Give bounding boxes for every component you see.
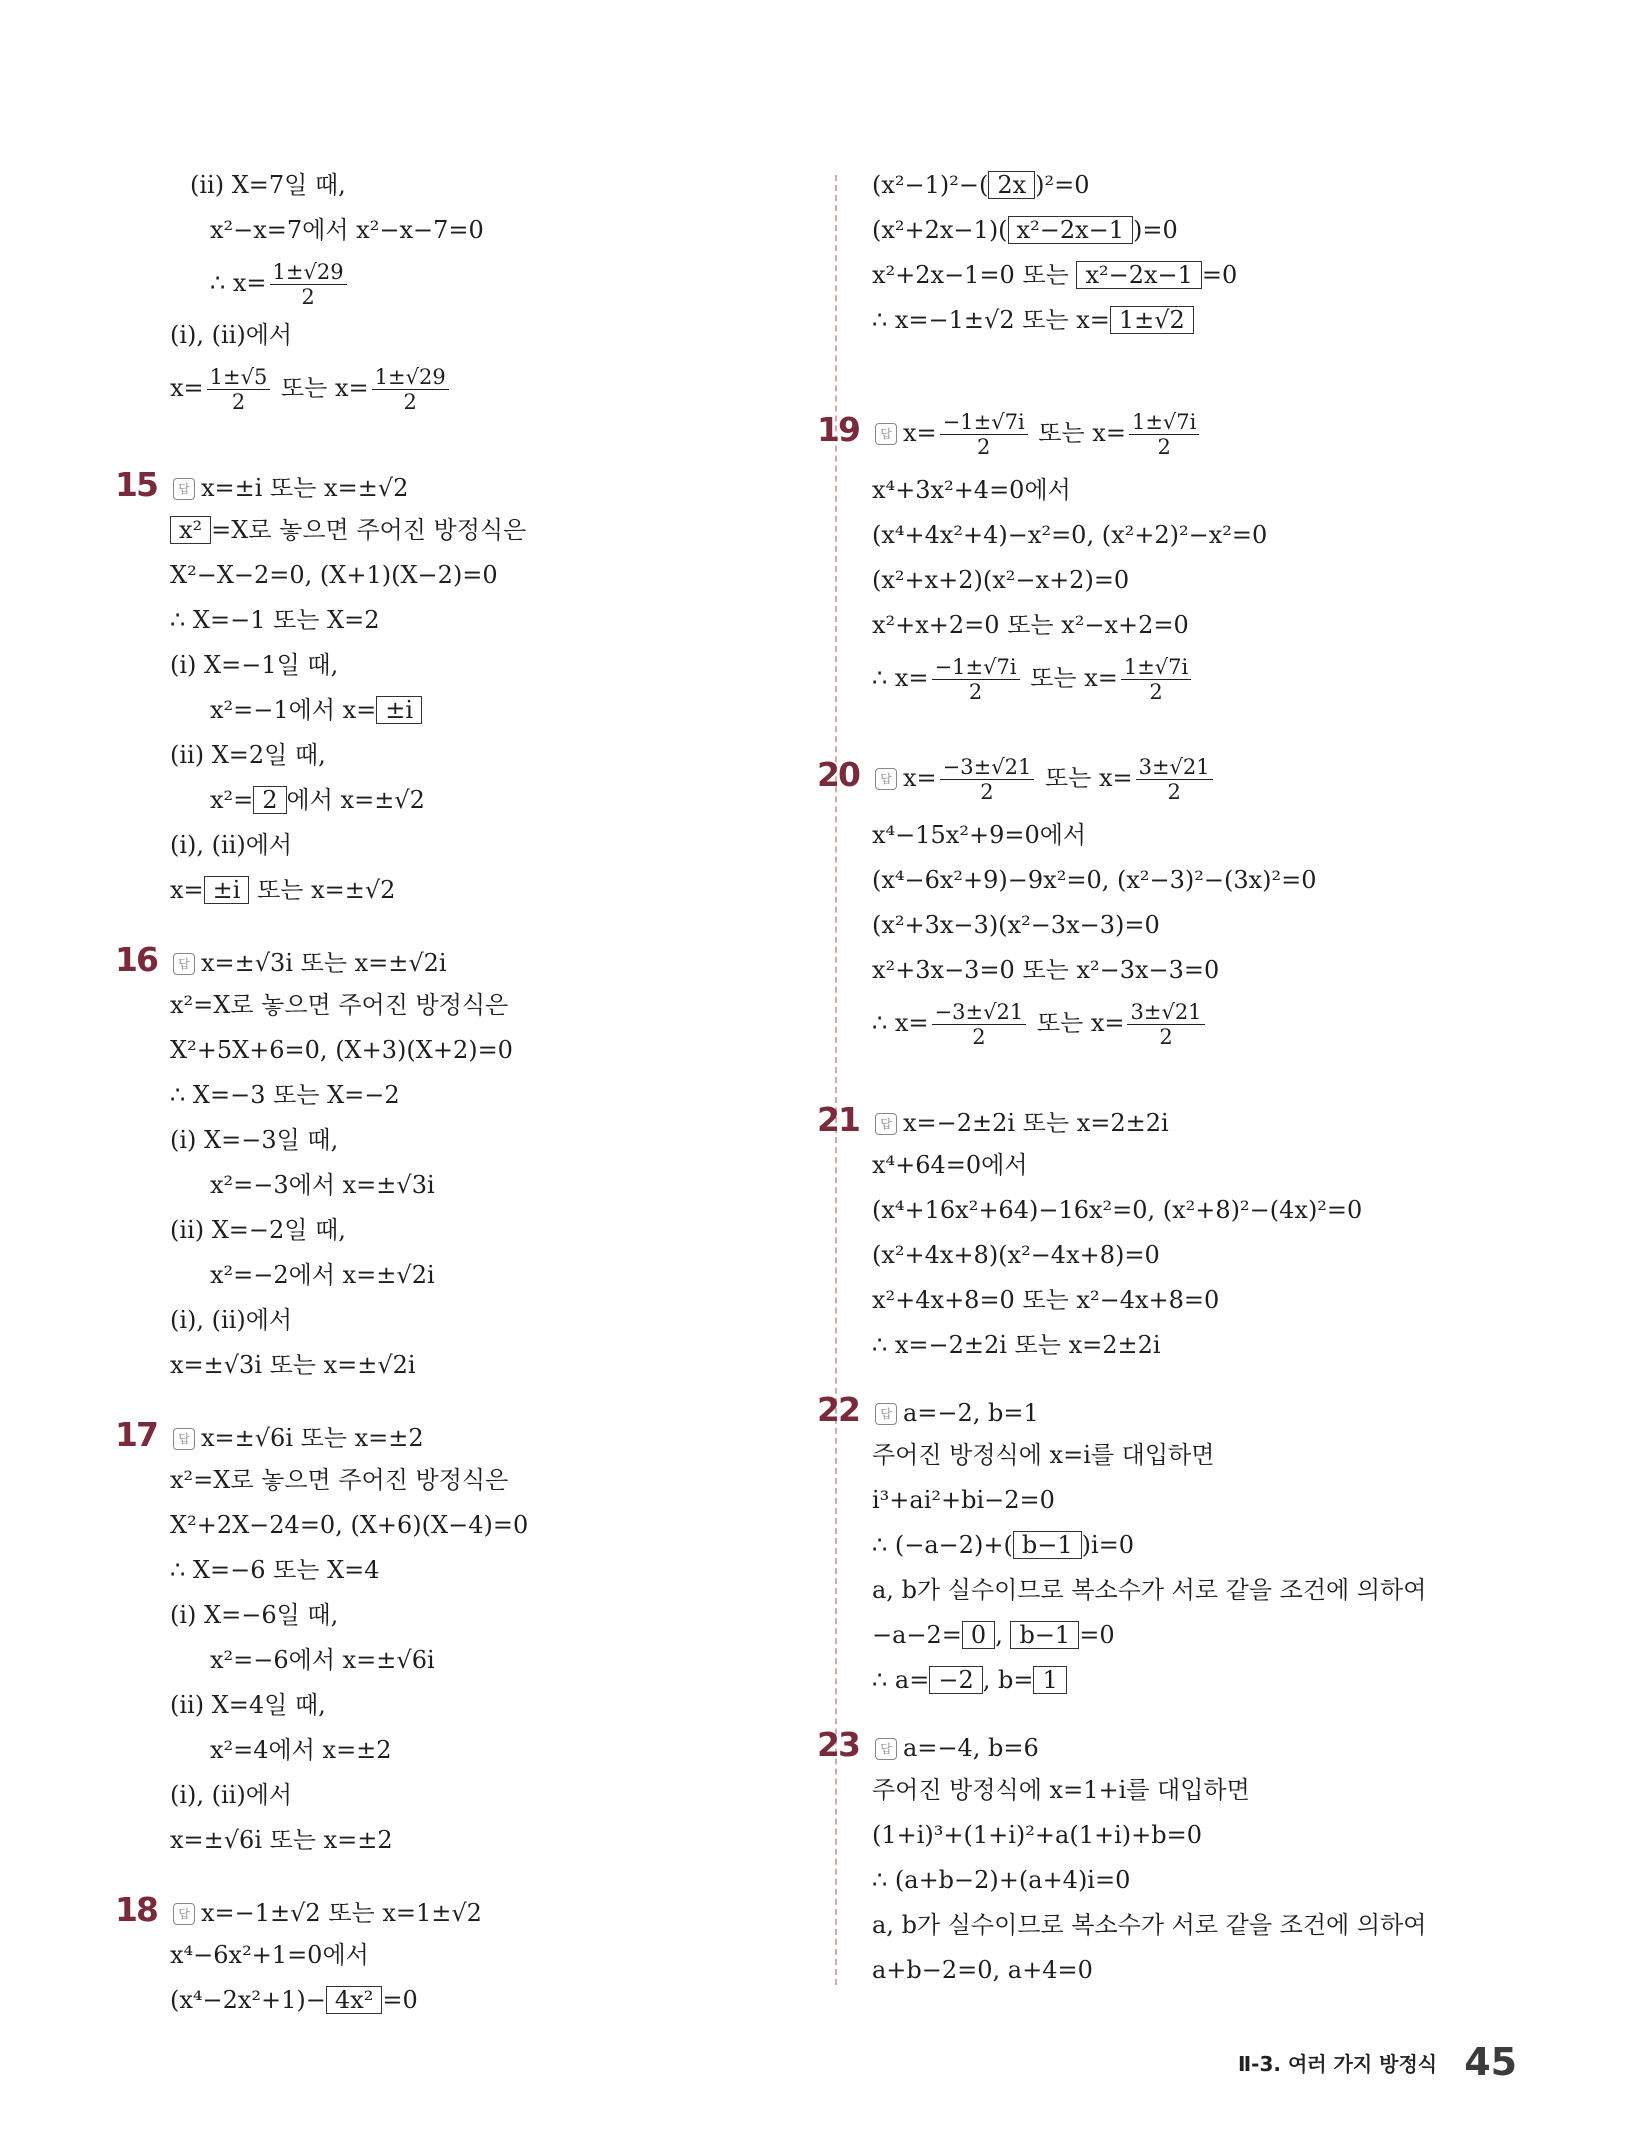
answer-box: 1 (1033, 1666, 1066, 1694)
line-text: 에서 x=±√2 (286, 786, 425, 814)
solution-line (170, 1215, 346, 1245)
solution-line (872, 910, 1160, 940)
line-prefix: x= (170, 876, 204, 904)
denominator: 2 (1157, 435, 1171, 459)
fraction (1136, 755, 1213, 804)
line-text: (x²+3x−3)(x²−3x−3)=0 (872, 911, 1160, 939)
problem-header-15 (115, 465, 409, 504)
answer-box: 2 (253, 786, 286, 814)
line-text: x²+4x+8=0 또는 x²−4x+8=0 (872, 1286, 1220, 1314)
solution-line (210, 215, 484, 245)
line-text: x⁴+3x²+4=0에서 (872, 476, 1071, 504)
solution-line (170, 1940, 369, 1970)
answer-icon: 답 (875, 1738, 897, 1760)
line-text: (ⅱ) X=−2일 때, (170, 1216, 346, 1244)
solution-line (210, 695, 422, 725)
answer-box: ±i (376, 696, 422, 724)
answer-box: 2x (988, 171, 1035, 199)
line-prefix: x²= (210, 786, 254, 814)
solution-line (170, 1510, 528, 1540)
line-text: (1+i)³+(1+i)²+a(1+i)+b=0 (872, 1821, 1202, 1849)
problem-header-21 (817, 1100, 1169, 1139)
line-text: (ⅰ) X=−6일 때, (170, 1601, 339, 1629)
line-text: (x²+x+2)(x²−x+2)=0 (872, 566, 1130, 594)
solution-line (872, 1285, 1219, 1315)
line-text: a, b가 실수이므로 복소수가 서로 같을 조건에 의하여 (872, 1911, 1427, 1939)
solution-line (170, 1080, 400, 1110)
line-prefix: ∴ x= (872, 664, 929, 692)
solution-line (170, 1985, 418, 2015)
solution-line (170, 740, 326, 770)
denominator: 2 (1159, 1025, 1173, 1049)
line-text: (ⅰ), (ⅱ)에서 (170, 1306, 293, 1334)
solution-line (210, 1170, 435, 1200)
line-text: 주어진 방정식에 x=1+i를 대입하면 (872, 1776, 1250, 1804)
problem-header-20 (817, 755, 1216, 804)
solution-line (872, 865, 1317, 895)
line-prefix: x²+2x−1=0 또는 (872, 261, 1077, 289)
line-text: (x²+4x+8)(x²−4x+8)=0 (872, 1241, 1160, 1269)
problem-number: 23 (817, 1725, 859, 1764)
line-text: (ⅰ), (ⅱ)에서 (170, 1781, 293, 1809)
solution-line (872, 1865, 1130, 1895)
solution-line (872, 1195, 1362, 1225)
solution-line (872, 305, 1194, 335)
line-text: (x⁴+16x²+64)−16x²=0, (x²+8)²−(4x)²=0 (872, 1196, 1363, 1224)
denominator: 2 (403, 390, 417, 414)
answer-box: 4x² (326, 1986, 382, 2014)
solution-line (872, 170, 1090, 200)
numerator: 3±√21 (1136, 755, 1213, 780)
problem-number: 17 (115, 1415, 157, 1454)
line-text: x=±√3i 또는 x=±√2i (170, 1351, 416, 1379)
fraction (207, 365, 271, 414)
solution-line (170, 990, 508, 1020)
answer-text: x=−1±√2 또는 x=1±√2 (201, 1899, 482, 1927)
solution-line (170, 1125, 338, 1155)
answer-prefix: x= (903, 764, 937, 792)
line-prefix: x²=−1에서 x= (210, 696, 377, 724)
solution-line (170, 1305, 292, 1335)
line-prefix: (x⁴−2x²+1)− (170, 1986, 326, 2014)
denominator: 2 (976, 435, 991, 459)
line-text: 또는 x=±√2 (249, 876, 396, 904)
line-middle: , b= (982, 1666, 1034, 1694)
solution-line (872, 1620, 1115, 1650)
solution-line (872, 260, 1237, 290)
problem-header-22 (817, 1390, 1039, 1429)
line-prefix: (x²+2x−1)( (872, 216, 1008, 244)
answer-prefix: x= (903, 419, 937, 447)
line-text: (ⅰ) X=−3일 때, (170, 1126, 339, 1154)
line-middle: 또는 x= (1022, 664, 1118, 692)
denominator: 2 (231, 390, 246, 414)
footer-section-title: Ⅱ-3. 여러 가지 방정식 (1238, 2052, 1438, 2076)
answer-icon: 답 (875, 423, 897, 445)
line-text: x²=X로 놓으면 주어진 방정식은 (170, 991, 509, 1019)
fraction (932, 1000, 1027, 1049)
line-text: =0 (1201, 261, 1238, 289)
denominator: 2 (968, 680, 983, 704)
numerator: 3±√21 (1127, 1000, 1204, 1025)
answer-text: a=−4, b=6 (903, 1734, 1039, 1762)
fraction (1121, 655, 1191, 704)
line-text: ∴ x=−2±2i 또는 x=2±2i (872, 1331, 1161, 1359)
solution-line (872, 1240, 1160, 1270)
line-middle: 또는 x= (1030, 419, 1126, 447)
solution-line (210, 1645, 435, 1675)
line-text: a+b−2=0, a+4=0 (872, 1956, 1093, 1984)
solution-line (872, 1910, 1426, 1940)
line-text: (ⅱ) X=2일 때, (170, 741, 326, 769)
answer-icon: 답 (173, 953, 195, 975)
line-text: x=±√6i 또는 x=±2 (170, 1826, 393, 1854)
fraction (940, 410, 1028, 459)
line-text: (ⅱ) X=7일 때, (190, 171, 346, 199)
solution-line (170, 560, 498, 590)
solution-line (170, 1350, 416, 1380)
fraction (940, 755, 1035, 804)
line-middle: , (995, 1621, 1011, 1649)
answer-icon: 답 (173, 1903, 195, 1925)
line-text: X²+5X+6=0, (X+3)(X+2)=0 (170, 1036, 513, 1064)
numerator: −1±√7i (940, 410, 1028, 435)
answer-text: x=±√6i 또는 x=±2 (201, 1424, 424, 1452)
solution-line (170, 1825, 393, 1855)
numerator: −1±√7i (932, 655, 1020, 680)
numerator: −3±√21 (932, 1000, 1027, 1025)
solution-line (170, 1600, 338, 1630)
line-text: i³+ai²+bi−2=0 (872, 1486, 1055, 1514)
line-text: )=0 (1133, 216, 1178, 244)
solution-line (872, 1530, 1134, 1560)
line-prefix: ∴ x= (210, 269, 267, 297)
problem-number: 18 (115, 1890, 157, 1929)
line-text: x²=4에서 x=±2 (210, 1736, 392, 1764)
fraction (372, 365, 449, 414)
solution-line (872, 1440, 1214, 1470)
solution-line (872, 1000, 1208, 1049)
solution-line (872, 820, 1086, 850)
page-footer (1238, 2040, 1517, 2084)
answer-box: b−1 (1013, 1531, 1082, 1559)
line-text: )i=0 (1081, 1531, 1135, 1559)
solution-line (170, 1465, 508, 1495)
line-text: x²=X로 놓으면 주어진 방정식은 (170, 1466, 509, 1494)
problem-header-16 (115, 940, 447, 979)
line-middle: 또는 x= (273, 374, 369, 402)
solution-line (170, 365, 452, 414)
solution-line (170, 875, 395, 905)
numerator: −3±√21 (940, 755, 1035, 780)
answer-icon: 답 (875, 768, 897, 790)
solution-line (210, 1735, 392, 1765)
answer-text: x=−2±2i 또는 x=2±2i (903, 1109, 1169, 1137)
answer-box: 0 (962, 1621, 995, 1649)
line-text: ∴ X=−1 또는 X=2 (170, 606, 380, 634)
solution-line (872, 610, 1189, 640)
line-text: x⁴−15x²+9=0에서 (872, 821, 1087, 849)
denominator: 2 (1149, 680, 1163, 704)
solution-line (170, 1780, 292, 1810)
line-text: (x⁴−6x²+9)−9x²=0, (x²−3)²−(3x)²=0 (872, 866, 1317, 894)
line-prefix: (x²−1)²−( (872, 171, 989, 199)
answer-icon: 답 (875, 1113, 897, 1135)
line-text: x²=−3에서 x=±√3i (210, 1171, 435, 1199)
solution-line (170, 320, 292, 350)
problem-header-23 (817, 1725, 1039, 1764)
solution-line (170, 650, 338, 680)
solution-line (872, 955, 1219, 985)
answer-text: x=±√3i 또는 x=±√2i (201, 949, 447, 977)
line-text: x²+3x−3=0 또는 x²−3x−3=0 (872, 956, 1220, 984)
fraction (1129, 410, 1199, 459)
numerator: 1±√7i (1121, 655, 1191, 680)
denominator: 2 (301, 285, 315, 309)
solution-line (872, 1665, 1067, 1695)
line-prefix: ∴ a= (872, 1666, 930, 1694)
solution-line (872, 520, 1267, 550)
solution-line (210, 785, 425, 815)
line-prefix: ∴ (−a−2)+( (872, 1531, 1013, 1559)
line-middle: 또는 x= (1037, 764, 1133, 792)
solution-line (190, 170, 346, 200)
numerator: 1±√29 (372, 365, 449, 390)
answer-box: ±i (204, 876, 250, 904)
solution-line (872, 475, 1071, 505)
answer-box: −2 (929, 1666, 982, 1694)
solution-line (170, 605, 380, 635)
answer-text: a=−2, b=1 (903, 1399, 1039, 1427)
line-text: (x⁴+4x²+4)−x²=0, (x²+2)²−x²=0 (872, 521, 1268, 549)
answer-box: x²−2x−1 (1076, 261, 1201, 289)
solution-line (872, 1575, 1426, 1605)
line-text: )²=0 (1035, 171, 1090, 199)
numerator: 1±√29 (270, 260, 347, 285)
solution-line (872, 655, 1194, 704)
line-text: a, b가 실수이므로 복소수가 서로 같을 조건에 의하여 (872, 1576, 1427, 1604)
numerator: 1±√5 (207, 365, 271, 390)
line-text: (ⅰ), (ⅱ)에서 (170, 321, 293, 349)
problem-number: 21 (817, 1100, 859, 1139)
line-middle: 또는 x= (1029, 1009, 1125, 1037)
problem-number: 22 (817, 1390, 859, 1429)
line-text: =0 (1079, 1621, 1115, 1649)
solution-line (872, 1775, 1250, 1805)
solution-line (872, 1330, 1161, 1360)
answer-icon: 답 (173, 1428, 195, 1450)
line-text: x⁴+64=0에서 (872, 1151, 1028, 1179)
problem-header-17 (115, 1415, 424, 1454)
fraction (1127, 1000, 1204, 1049)
line-text: x²−x=7에서 x²−x−7=0 (210, 216, 484, 244)
solution-line (872, 1485, 1055, 1515)
answer-icon: 답 (875, 1403, 897, 1425)
denominator: 2 (980, 780, 994, 804)
page-number: 45 (1464, 2040, 1518, 2084)
line-text: (ⅰ) X=−1일 때, (170, 651, 339, 679)
line-prefix: x= (170, 374, 204, 402)
problem-number: 19 (817, 410, 859, 449)
solution-line (872, 1820, 1202, 1850)
problem-header-19 (817, 410, 1202, 459)
fraction (932, 655, 1020, 704)
problem-number: 15 (115, 465, 157, 504)
solution-line (872, 1150, 1028, 1180)
solution-line (872, 565, 1129, 595)
solution-line (170, 1690, 326, 1720)
line-text: ∴ X=−6 또는 X=4 (170, 1556, 380, 1584)
problem-header-18 (115, 1890, 482, 1929)
line-text: X²−X−2=0, (X+1)(X−2)=0 (170, 561, 498, 589)
solution-line (170, 1555, 380, 1585)
solution-line (170, 1035, 513, 1065)
line-text: =0 (382, 1986, 418, 2014)
solution-line (872, 1955, 1093, 1985)
solution-line (872, 215, 1178, 245)
solution-line (170, 515, 526, 545)
line-text: x²=−2에서 x=±√2i (210, 1261, 435, 1289)
problem-number: 16 (115, 940, 157, 979)
line-prefix: ∴ x=−1±√2 또는 x= (872, 306, 1110, 334)
line-text: (ⅰ), (ⅱ)에서 (170, 831, 293, 859)
line-prefix: ∴ x= (872, 1009, 929, 1037)
answer-box: 1±√2 (1110, 306, 1194, 334)
line-text: ∴ X=−3 또는 X=−2 (170, 1081, 400, 1109)
line-text: =X로 놓으면 주어진 방정식은 (211, 516, 527, 544)
answer-box: x²−2x−1 (1008, 216, 1133, 244)
line-text: 주어진 방정식에 x=i를 대입하면 (872, 1441, 1215, 1469)
answer-icon: 답 (173, 478, 195, 500)
numerator: 1±√7i (1129, 410, 1199, 435)
problem-number: 20 (817, 755, 859, 794)
solution-line (210, 260, 350, 309)
answer-text: x=±i 또는 x=±√2 (201, 474, 409, 502)
line-text: ∴ (a+b−2)+(a+4)i=0 (872, 1866, 1131, 1894)
line-prefix: −a−2= (872, 1621, 962, 1649)
line-text: x²+x+2=0 또는 x²−x+2=0 (872, 611, 1189, 639)
denominator: 2 (1167, 780, 1181, 804)
solution-line (170, 830, 292, 860)
line-text: X²+2X−24=0, (X+6)(X−4)=0 (170, 1511, 529, 1539)
line-text: (ⅱ) X=4일 때, (170, 1691, 326, 1719)
line-text: x²=−6에서 x=±√6i (210, 1646, 435, 1674)
line-text: x⁴−6x²+1=0에서 (170, 1941, 369, 1969)
solution-line (210, 1260, 435, 1290)
answer-box: b−1 (1010, 1621, 1079, 1649)
fraction (270, 260, 347, 309)
answer-box: x² (170, 516, 211, 544)
denominator: 2 (972, 1025, 986, 1049)
